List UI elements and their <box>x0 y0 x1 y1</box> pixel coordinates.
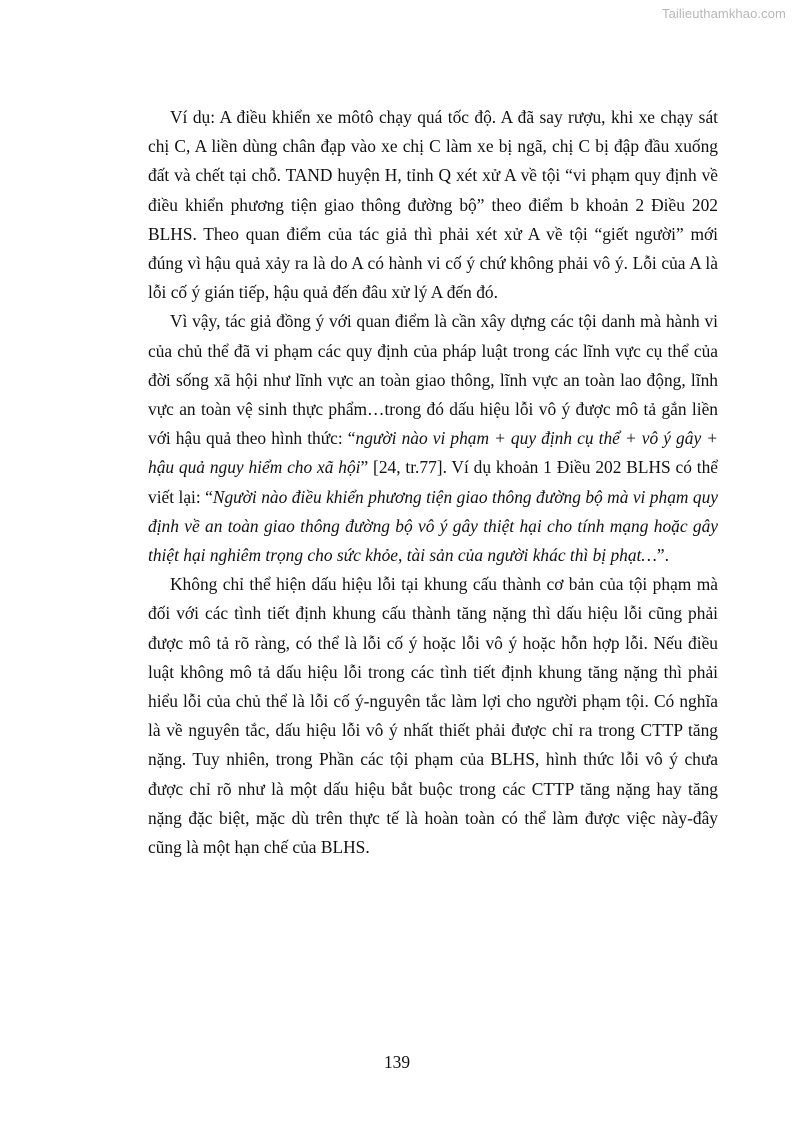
proposal-text-1: Vì vậy, tác giả đồng ý với quan điểm là cần xây dựng các tội danh mà hành vi của chủ thể đã vi phạm các quy định của pháp luật trong các lĩnh vực cụ thể của đời sống xã hội như lĩnh vực an toàn giao thông, lĩnh vực an toàn lao động, lĩnh vực an toàn vệ sinh thực phẩm…trong đó dấu hiệu lỗi vô ý được mô tả gắn liền với hậu quả theo hình thức: “ <box>148 311 718 449</box>
proposal-text-3: ”. <box>656 545 669 566</box>
paragraph-aggravating <box>148 570 718 862</box>
page-number: 139 <box>383 1052 411 1072</box>
paragraph-proposal <box>148 307 718 570</box>
paragraph-aggravating-text: Không chỉ thể hiện dấu hiệu lỗi tại khung cấu thành cơ bản của tội phạm mà đối với các tình tiết định khung cấu thành tăng nặng thì dấu hiệu lỗi cũng phải được mô tả rõ ràng, có thể là lỗi cố ý hoặc lỗi vô ý hoặc hỗn hợp lỗi. Nếu điều luật không mô tả dấu hiệu lỗi trong các tình tiết định khung tăng nặng thì phải hiểu lỗi của chủ thể là lỗi cố ý-nguyên tắc làm lợi cho người phạm tội. Có nghĩa là về nguyên tắc, dấu hiệu lỗi vô ý nhất thiết phải được chỉ ra trong CTTP tăng nặng. Tuy nhiên, trong Phần các tội phạm của BLHS, hình thức lỗi vô ý chưa được chỉ rõ như là một dấu hiệu bắt buộc trong các CTTP tăng nặng hay tăng nặng đặc biệt, mặc dù trên thực tế là hoàn toàn có thể làm được việc này-đây cũng là một hạn chế của BLHS. <box>148 574 718 858</box>
proposal-text-2: ” [24, tr.77]. Ví dụ khoản 1 Điều 202 BLHS có thể viết lại: “ <box>148 457 719 507</box>
paragraph-example <box>148 103 718 307</box>
page-body <box>148 103 718 862</box>
paragraph-example-text: Ví dụ: A điều khiển xe môtô chạy quá tốc độ. A đã say rượu, khi xe chạy sát chị C, A liền dùng chân đạp vào xe chị C làm xe bị ngã, chị C bị đập đầu xuống đất và chết tại chỗ. TAND huyện H, tỉnh Q xét xử A về tội “vi phạm quy định về điều khiển phương tiện giao thông đường bộ” theo điểm b khoản 2 Điều 202 BLHS. Theo quan điểm của tác giả thì phải xét xử A về tội “giết người” mới đúng vì hậu quả xảy ra là do A có hành vi cố ý chứ không phải vô ý. Lỗi của A là lỗi cố ý gián tiếp, hậu quả đến đâu xử lý A đến đó. <box>148 107 718 303</box>
watermark-text: Tailieuthamkhao.com <box>661 6 786 21</box>
proposal-quote-article: Người nào điều khiển phương tiện giao thông đường bộ mà vi phạm quy định về an toàn giao thông đường bộ vô ý gây thiệt hại cho tính mạng hoặc gây thiệt hại nghiêm trọng cho sức khỏe, tài sản của người khác thì bị phạt… <box>148 486 718 566</box>
proposal-quote-formula: người nào vi phạm + quy định cụ thể + vô ý gây + hậu quả nguy hiểm cho xã hội <box>148 428 718 478</box>
